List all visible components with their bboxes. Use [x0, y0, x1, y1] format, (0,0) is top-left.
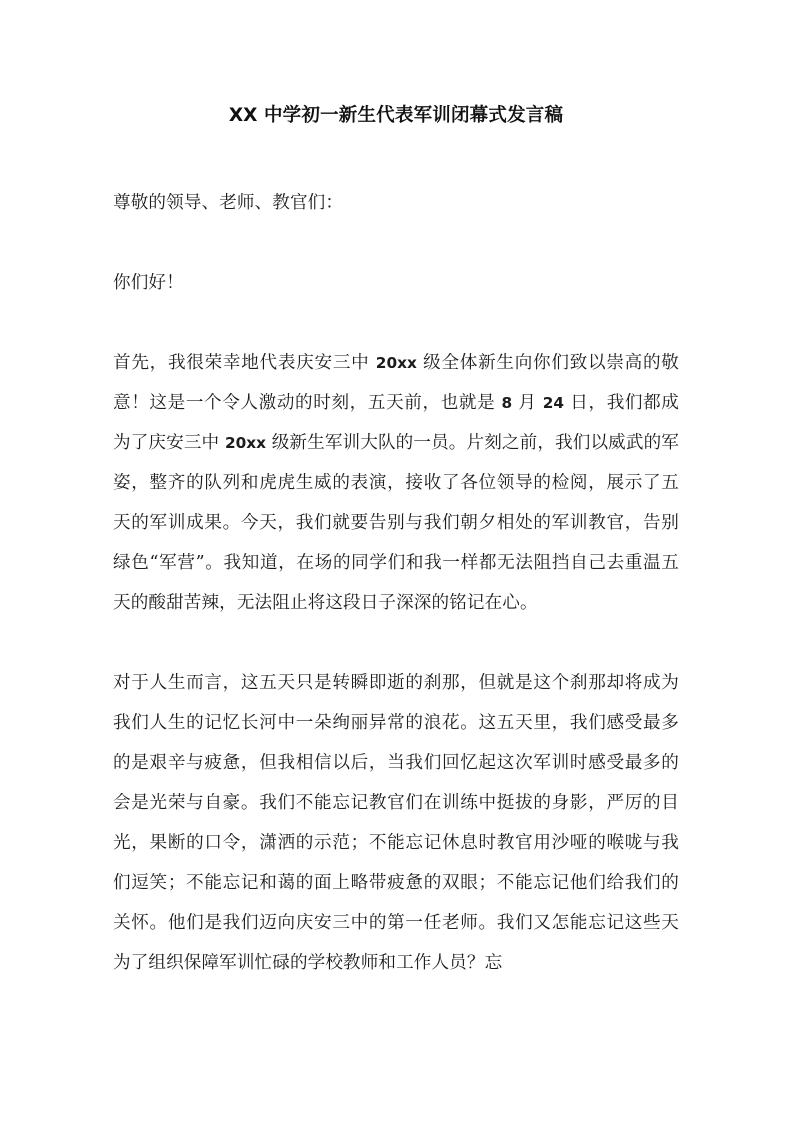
latin-run: 20xx	[375, 354, 417, 372]
page-title: XX 中学初一新生代表军训闭幕式发言稿	[228, 105, 564, 126]
latin-run: 8	[501, 394, 513, 412]
paragraph-block-1	[113, 343, 679, 623]
latin-run: 20xx	[224, 434, 266, 452]
paragraph-block-2	[113, 663, 679, 983]
latin-run: 24	[542, 394, 565, 412]
greeting-block	[113, 183, 679, 223]
latin-run: XX	[228, 105, 258, 126]
salutation-block	[113, 263, 679, 303]
salutation-line: 你们好！	[113, 273, 184, 293]
body-paragraph-1: 首先，我很荣幸地代表庆安三中 20xx 级全体新生向你们致以崇高的敬意！这是一个令人激动的时刻，五天前，也就是 8 月 24 日，我们都成为了庆安三中 20xx 级新生军训大队的一员。片刻之前，我们以威武的军姿，整齐的队列和虎虎生威的表演，接收了各位领导的检阅，展示了五天的军训成果。今天，我们就要告别与我们朝夕相处的军训教官，告别绿色“军营”。我知道，在场的同学们和我一样都无法阻挡自己去重温五天的酸甜苦辣，无法阻止将这段日子深深的铭记在心。	[113, 353, 679, 613]
body-paragraph-2: 对于人生而言，这五天只是转瞬即逝的刹那，但就是这个刹那却将成为我们人生的记忆长河中一朵绚丽异常的浪花。这五天里，我们感受最多的是艰辛与疲惫，但我相信以后，当我们回忆起这次军训时感受最多的会是光荣与自豪。我们不能忘记教官们在训练中挺拔的身影，严厉的目光，果断的口令，潇洒的示范；不能忘记休息时教官用沙哑的喉咙与我们逗笑；不能忘记和蔼的面上略带疲惫的双眼；不能忘记他们给我们的关怀。他们是我们迈向庆安三中的第一任老师。我们又怎能忘记这些天为了组织保障军训忙碌的学校教师和工作人员？忘	[113, 673, 679, 973]
greeting-line: 尊敬的领导、老师、教官们：	[113, 193, 344, 213]
